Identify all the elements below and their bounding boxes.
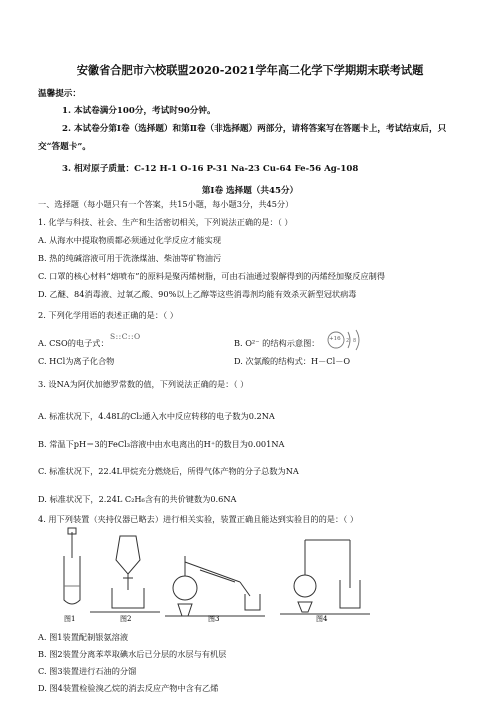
tips-heading: 温馨提示：	[38, 89, 81, 99]
q2-option-c: C. HCl为离子化合物	[38, 356, 115, 366]
q2-nucleus-charge: +16	[329, 336, 341, 342]
q4-option-b: B. 图2装置分离苯萃取碘水后已分层的水层与有机层	[38, 649, 227, 659]
svg-text:8: 8	[353, 338, 357, 344]
section-1-heading: 第Ⅰ卷 选择题（共45分）	[201, 186, 299, 196]
svg-text:2: 2	[346, 338, 350, 344]
tips-item-2-line-2: 交“答题卡”。	[38, 142, 91, 152]
q1-option-c: C. 口罩的核心材料“熔喷布”的原料是聚丙烯树脂，可由石油通过裂解得到的丙烯经加聚反应制得	[38, 271, 386, 281]
fig3-label: 图3	[208, 615, 220, 623]
fig1-apparatus	[64, 528, 80, 604]
exam-title: 安徽省合肥市六校联盟2020-2021学年高二化学下学期期末联考试题	[76, 63, 424, 77]
q2-stem: 2. 下列化学用语的表述正确的是：（ ）	[38, 310, 178, 320]
q3-option-a: A. 标准状况下，4.48L的Cl₂通入水中反应转移的电子数为0.2NA	[38, 411, 275, 421]
fig3-apparatus	[165, 556, 265, 616]
q3-stem: 3. 设NA为阿伏加德罗常数的值，下列说法正确的是：（ ）	[38, 379, 249, 389]
q4-option-a: A. 图1装置配制银氨溶液	[38, 632, 129, 642]
q3-option-b: B. 常温下pH＝3的FeCl₃溶液中由水电离出的H⁺的数目为0.001NA	[38, 439, 285, 449]
q1-option-a: A. 从海水中提取物质都必须通过化学反应才能实现	[38, 235, 222, 245]
tips-item-1: 1. 本试卷满分100分，考试时90分钟。	[62, 106, 216, 116]
q4-option-c: C. 图3装置进行石油的分馏	[38, 666, 137, 676]
q1-option-b: B. 热的纯碱溶液可用于洗涤煤油、柴油等矿物油污	[38, 253, 222, 263]
tips-item-3: 3. 相对原子质量：C-12 H-1 O-16 P-31 Na-23 Cu-64 Fe-56 Ag-108	[62, 164, 359, 174]
q3-option-c: C. 标准状况下，22.4L甲烷充分燃烧后，所得气体产物的分子总数为NA	[38, 466, 299, 476]
q4-stem: 4. 用下列装置（夹持仪器已略去）进行相关实验，装置正确且能达到实验目的的是：（ ）	[38, 514, 359, 524]
fig1-label: 图1	[64, 615, 76, 623]
q4-apparatus-figure	[50, 528, 380, 623]
q1-stem: 1. 化学与科技、社会、生产和生活密切相关，下列说法正确的是：（ ）	[38, 217, 293, 227]
fig2-apparatus	[90, 536, 160, 612]
q1-option-d: D. 乙醚、84消毒液、过氧乙酸、90%以上乙醇等这些消毒剂均能有效杀灭新型冠状病毒	[38, 289, 357, 299]
fig4-label: 图4	[316, 615, 328, 623]
tips-item-2-line-1: 2. 本试卷分第Ⅰ卷（选择题）和第Ⅱ卷（非选择题）两部分，请将答案写在答题卡上，考试结束后，只	[62, 124, 447, 134]
q4-option-d: D. 图4装置检验溴乙烷的消去反应产物中含有乙烯	[38, 683, 219, 693]
q2-option-d: D. 次氯酸的结构式：H－Cl－O	[234, 356, 351, 366]
q2-option-a: A. CSO的电子式：	[38, 338, 109, 348]
q2-option-b: B. O²⁻ 的结构示意图：	[234, 338, 320, 348]
fig4-apparatus	[280, 540, 370, 614]
section-1-intro: 一、选择题（每小题只有一个答案，共15小题，每小题3分，共45分）	[38, 199, 294, 209]
q3-option-d: D. 标准状况下，2.24L C₂H₆含有的共价键数为0.6NA	[38, 494, 237, 504]
q2-electron-formula: S::C::O	[110, 332, 141, 341]
fig2-label: 图2	[120, 615, 132, 623]
